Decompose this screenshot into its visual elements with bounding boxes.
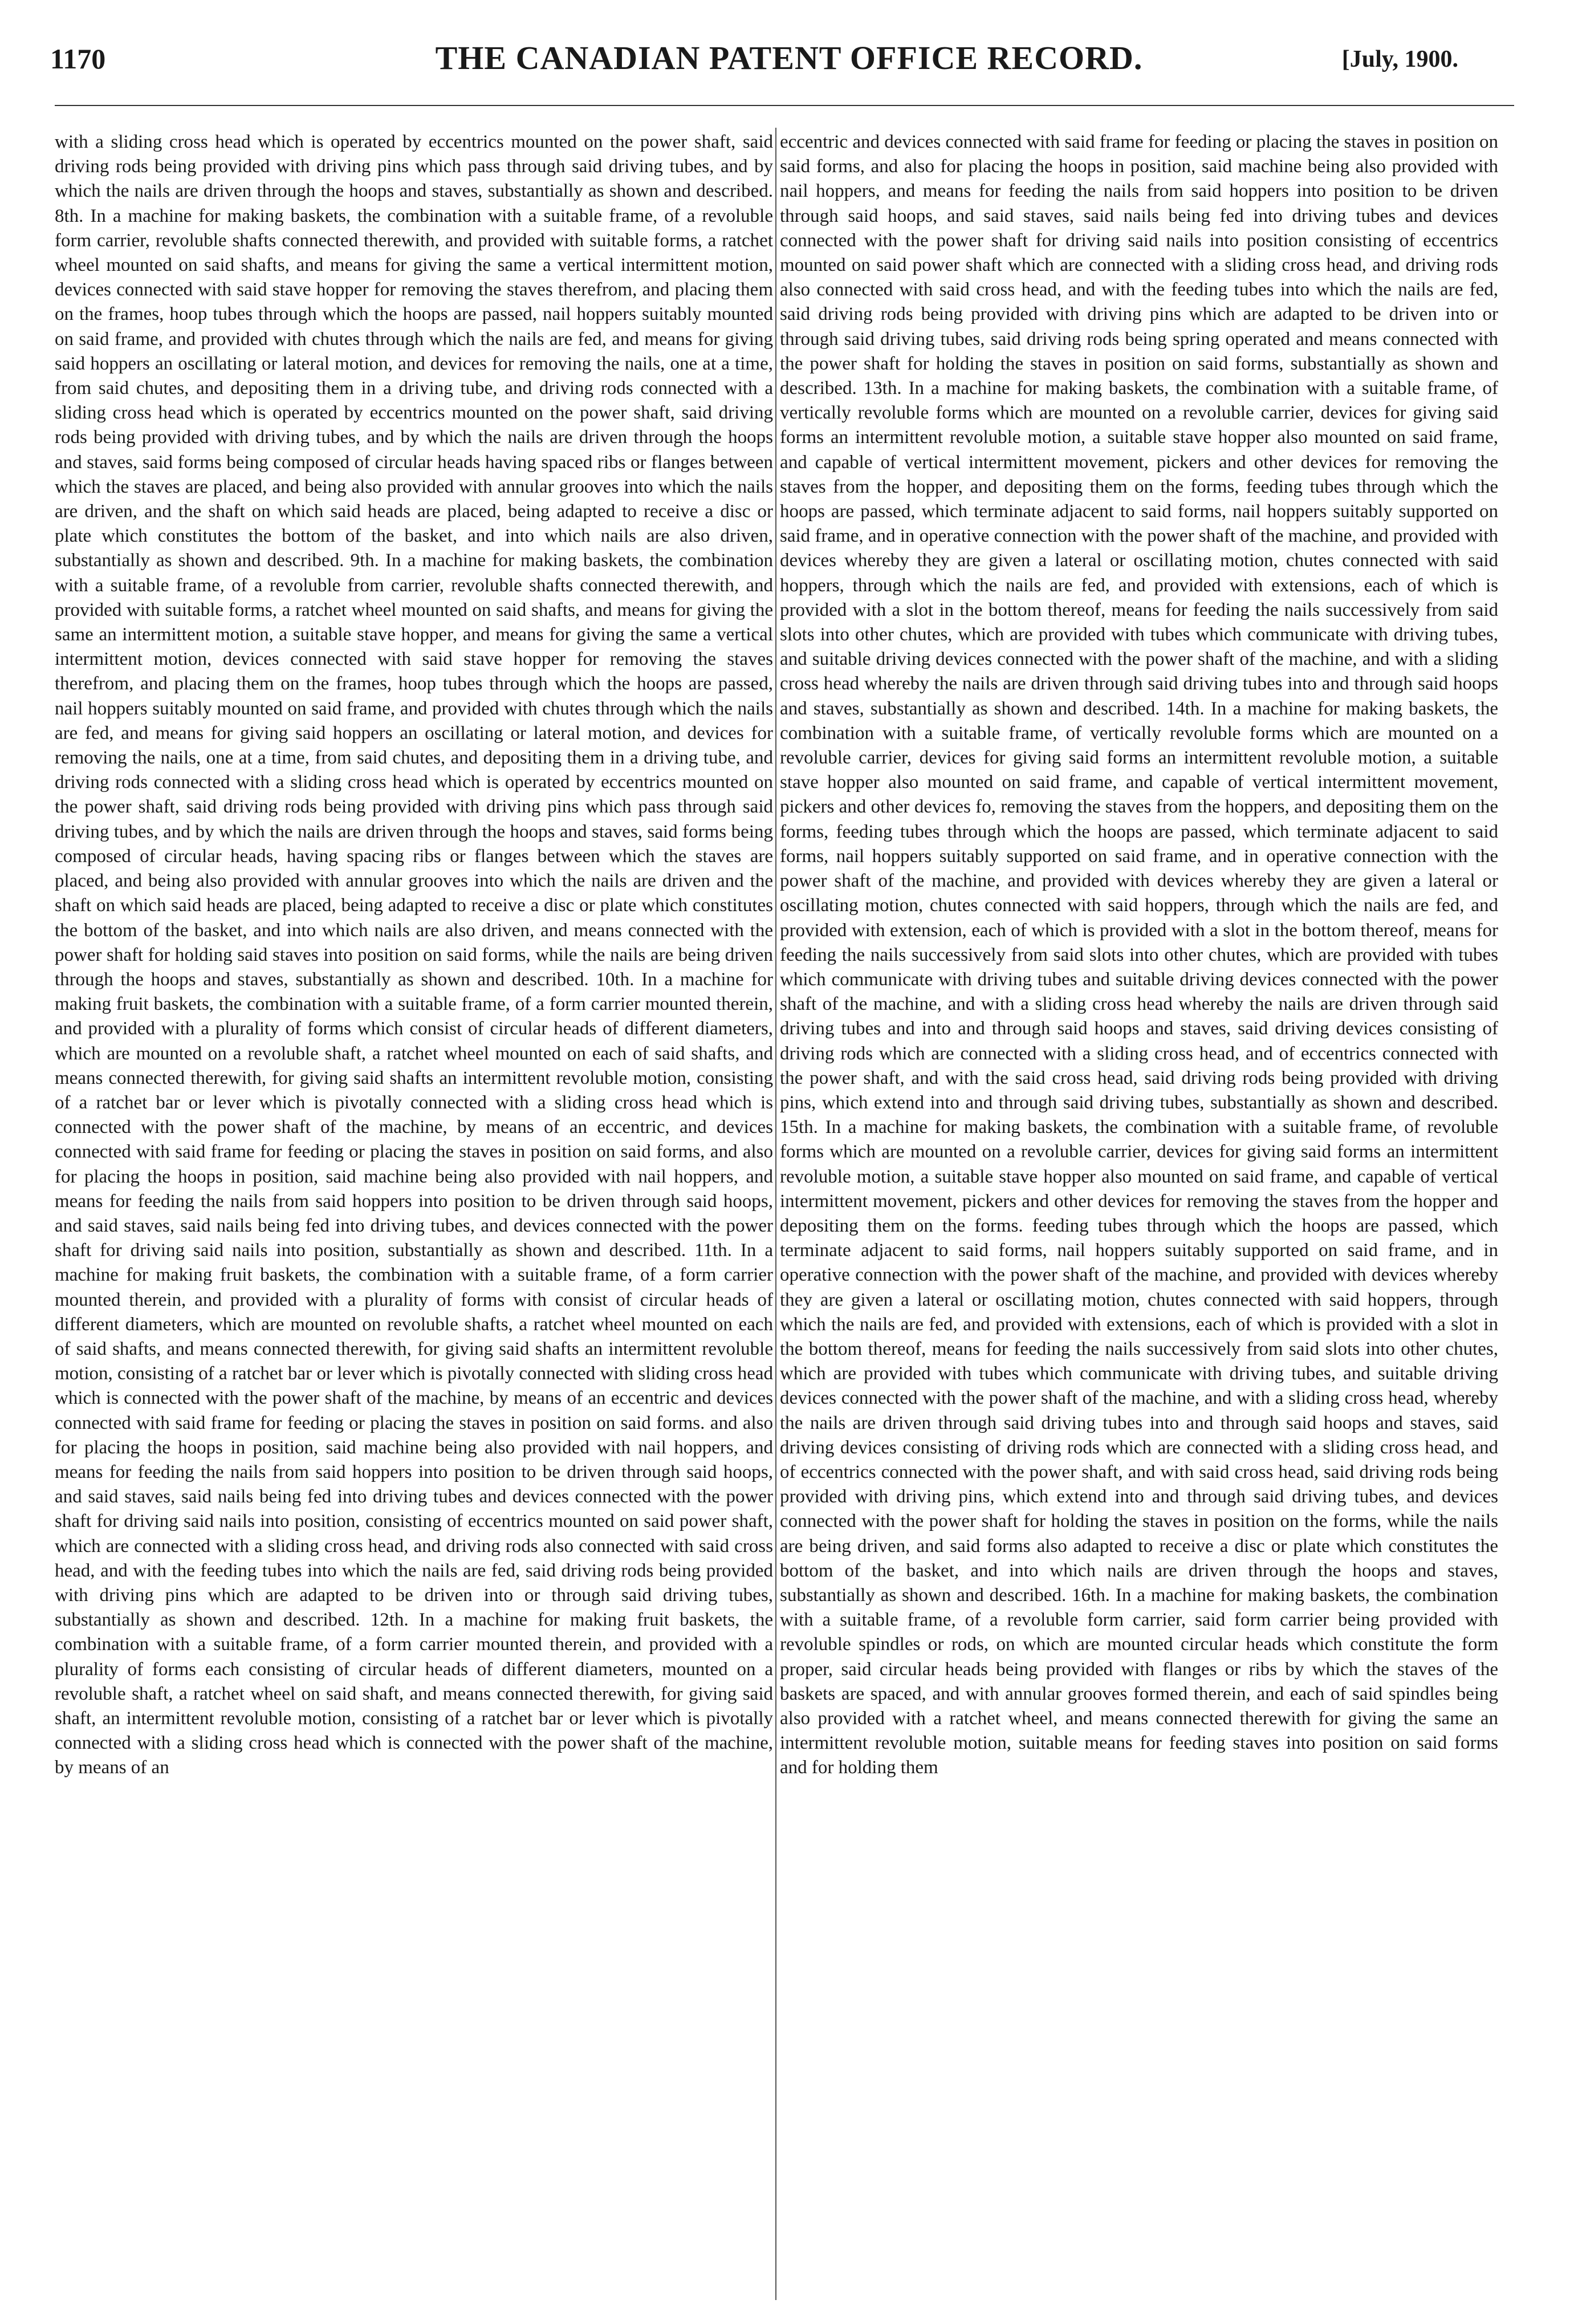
header-rule — [55, 105, 1514, 106]
column-divider — [775, 128, 776, 2300]
issue-date: [July, 1900. — [1341, 46, 1458, 72]
text-column-left: with a sliding cross head which is operated by eccentrics mounted on the power shaft, said driving rods being provided with driving pins which pass through said driving tubes, and by which the nails are driven through the hoops and staves, substantially as shown and described. 8th. In a machine for making baskets, the combination with a suitable frame, of a revoluble form carrier, revoluble shafts connected therewith, and provided with suitable forms, a ratchet wheel mounted on said shafts, and means for giving the same a vertical intermittent motion, devices connected with said stave hopper for removing the staves therefrom, and placing them on the frames, hoop tubes through which the hoops are passed, nail hoppers suitably mounted on said frame, and provided with chutes through which the nails are fed, and means for giving said hoppers an oscillating or lateral motion, and devices for removing the nails, one at a time, from said chutes, and depositing them in a driving tube, and driving rods connected with a sliding cross head which is operated by eccentrics mounted on the power shaft, said driving rods being provided with driving tubes, and by which the nails are driven through the hoops and staves, said forms being composed of circular heads having spaced ribs or flanges between which the staves are placed, and being also provided with annular grooves into which the nails are driven, and the shaft on which said heads are placed, being adapted to receive a disc or plate which constitutes the bottom of the basket, and into which nails are also driven, substantially as shown and described. 9th. In a machine for making baskets, the combination with a suitable frame, of a revoluble from carrier, revoluble shafts connected therewith, and provided with suitable forms, a ratchet wheel mounted on said shafts, and means for giving the same an intermittent motion, a suitable stave hopper, and means for giving the same a vertical intermittent motion, devices connected with said stave hopper for removing the staves therefrom, and placing them on the frames, hoop tubes through which the hoops are passed, nail hoppers suitably mounted on said frame, and provided with chutes through which the nails are fed, and means for giving said hoppers an oscillating or lateral motion, and devices for removing the nails, one at a time, from said chutes, and depositing them in a driving tube, and driving rods connected with a sliding cross head which is operated by eccentrics mounted on the power shaft, said driving rods being provided with driving pins which pass through said driving tubes, and by which the nails are driven through the hoops and staves, said forms being composed of circular heads, having spacing ribs or flanges between which the staves are placed, and being also provided with annular grooves into which the nails are driven and the shaft on which said heads are placed, being adapted to receive a disc or plate which constitutes the bottom of the basket, and into which nails are also driven, and means connected with the power shaft for holding said staves into position on said forms, while the nails are being driven through the hoops and staves, substantially as shown and described. 10th. In a machine for making fruit baskets, the combination with a suitable frame, of a form carrier mounted therein, and provided with a plurality of forms which consist of circular heads of different diameters, which are mounted on a revoluble shaft, a ratchet wheel mounted on each of said shafts, and means connected therewith, for giving said shafts an intermittent revoluble motion, consisting of a ratchet bar or lever which is pivotally connected with a sliding cross head which is connected with the power shaft of the machine, by means of an eccentric, and devices connected with said frame for feeding or placing the staves in position on said forms, and also for placing the hoops in position, said machine being also provided with nail hoppers, and means for feeding the nails from said hoppers into position to be driven through said hoops, and said staves, said nails being fed into driving tubes, and devices connected with the power shaft for driving said nails into position, substantially as shown and described. 11th. In a machine for making fruit baskets, the combination with a suitable frame, of a form carrier mounted therein, and provided with a plurality of forms with consist of circular heads of different diameters, which are mounted on revoluble shafts, a ratchet wheel mounted on each of said shafts, and means connected therewith, for giving said shafts an intermittent revoluble motion, consisting of a ratchet bar or lever which is pivotally connected with sliding cross head which is connected with the power shaft of the machine, by means of an eccentric and devices connected with said frame for feeding or placing the staves in position on said forms. and also for placing the hoops in position, said machine being also provided with nail hoppers, and means for feeding the nails from said hoppers into position to be driven through said hoops, and said staves, said nails being fed into driving tubes and devices connected with the power shaft for driving said nails into position, consisting of eccentrics mounted on said power shaft, which are connected with a sliding cross head, and driving rods also connected with said cross head, and with the feeding tubes into which the nails are fed, said driving rods being provided with driving pins which are adapted to be driven into or through said driving tubes, substantially as shown and described. 12th. In a machine for making fruit baskets, the combination with a suitable frame, of a form carrier mounted therein, and provided with a plurality of forms each consisting of circular heads of different diameters, mounted on a revoluble shaft, a ratchet wheel on said shaft, and means connected therewith, for giving said shaft, an intermittent revoluble motion, consisting of a ratchet bar or lever which is pivotally connected with a sliding cross head which is connected with the power shaft of the machine, by means of an — [55, 132, 773, 1778]
publication-title: THE CANADIAN PATENT OFFICE RECORD. — [435, 39, 1143, 76]
text-column-right: eccentric and devices connected with said frame for feeding or placing the staves in position on said forms, and also for placing the hoops in position, said machine being also provided with nail hoppers, and means for feeding the nails from said hoppers into position to be driven through said hoops, and said staves, said nails being fed into driving tubes and devices connected with the power shaft for driving said nails into position consisting of eccentrics mounted on said power shaft which are connected with a sliding cross head, and driving rods also connected with said cross head, and with the feeding tubes into which the nails are fed, said driving rods being provided with driving pins which are adapted to be driven into or through said driving tubes, said driving rods being spring operated and means connected with the power shaft for holding the staves in position on said forms, substantially as shown and described. 13th. In a machine for making baskets, the combination with a suitable frame, of vertically revoluble forms which are mounted on a revoluble carrier, devices for giving said forms an intermittent revoluble motion, a suitable stave hopper also mounted on said frame, and capable of vertical intermittent movement, pickers and other devices for removing the staves from the hopper, and depositing them on the forms, feeding tubes through which the hoops are passed, which terminate adjacent to said forms, nail hoppers suitably supported on said frame, and in operative connection with the power shaft of the machine, and provided with devices whereby they are given a lateral or oscillating motion, chutes connected with said hoppers, through which the nails are fed, and provided with extensions, each of which is provided with a slot in the bottom thereof, means for feeding the nails successively from said slots into other chutes, which are provided with tubes which communicate with driving tubes, and suitable driving devices connected with the power shaft of the machine, and with a sliding cross head whereby the nails are driven through said driving tubes into and through said hoops and staves, substantially as shown and described. 14th. In a machine for making baskets, the combination with a suitable frame, of vertically revoluble forms which are mounted on a revoluble carrier, devices for giving said forms an intermittent revoluble motion, a suitable stave hopper also mounted on said frame, and capable of vertical intermittent movement, pickers and other devices fo, removing the staves from the hoppers, and depositing them on the forms, feeding tubes through which the hoops are passed, which terminate adjacent to said forms, nail hoppers suitably supported on said frame, and in operative connection with the power shaft of the machine, and provided with devices whereby they are given a lateral or oscillating motion, chutes connected with said hoppers, through which the nails are fed, and provided with extension, each of which is provided with a slot in the bottom thereof, means for feeding the nails successively from said slots into other chutes, which are provided with tubes which communicate with driving tubes and suitable driving devices connected with the power shaft of the machine, and with a sliding cross head whereby the nails are driven through said driving tubes and into and through said hoops and staves, said driving devices consisting of driving rods which are connected with a sliding cross head, and of eccentrics connected with the power shaft, and with the said cross head, said driving rods being provided with driving pins, which extend into and through said driving tubes, substantially as shown and described. 15th. In a machine for making baskets, the combination with a suitable frame, of revoluble forms which are mounted on a revoluble carrier, devices for giving said forms an intermittent revoluble motion, a suitable stave hopper also mounted on said frame, and capable of vertical intermittent movement, pickers and other devices for removing the staves from the hopper and depositing them on the forms. feeding tubes through which the hoops are passed, which terminate adjacent to said forms, nail hoppers suitably supported on said frame, and in operative connection with the power shaft of the machine, and provided with devices whereby they are given a lateral or oscillating motion, chutes connected with said hoppers, through which the nails are fed, and provided with extensions, each of which is provided with a slot in the bottom thereof, means for feeding the nails successively from said slots into other chutes, which are provided with tubes which communicate with driving tubes, and suitable driving devices connected with the power shaft of the machine, and with a sliding cross head, whereby the nails are driven through said driving tubes into and through said hoops and staves, said driving devices consisting of driving rods which are connected with a sliding cross head, and of eccentrics connected with the power shaft, and with said cross head, said driving rods being provided with driving pins, which extend into and through said driving tubes, and devices connected with the power shaft for holding the staves in position on the forms, while the nails are being driven, and said forms also adapted to receive a disc or plate which constitutes the bottom of the basket, and into which nails are driven through the hoops and staves, substantially as shown and described. 16th. In a machine for making baskets, the combination with a suitable frame, of a revoluble form carrier, said form carrier being provided with revoluble spindles or rods, on which are mounted circular heads which constitute the form proper, said circular heads being provided with flanges or ribs by which the staves of the baskets are spaced, and with annular grooves formed therein, and each of said spindles being also provided with a ratchet wheel, and means connected therewith for giving the same an intermittent revoluble motion, suitable means for feeding staves into position on said forms and for holding them — [780, 132, 1498, 1778]
page-number: 1170 — [50, 43, 106, 75]
